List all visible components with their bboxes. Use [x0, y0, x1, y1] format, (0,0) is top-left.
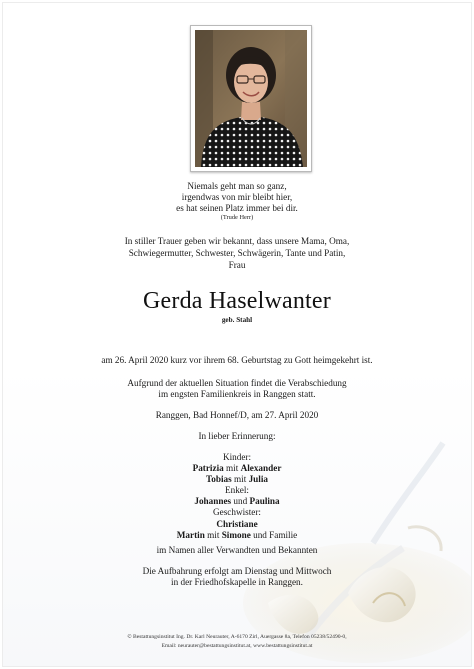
children-heading: Kinder:	[222, 452, 252, 462]
footer-line-1: © Bestattungsinstitut Ing. Dr. Karl Neurauter, A-6170 Zirl, Auergasse 8a, Telefon 05238/52490-0,	[127, 634, 347, 640]
poem-line-3: es hat seinen Platz immer bei dir.	[176, 203, 298, 213]
death-announcement: am 26. April 2020 kurz vor ihrem 68. Geburtstag zu Gott heimgekehrt ist.	[101, 355, 373, 365]
poem-line-1: Niemals geht man so ganz,	[187, 181, 287, 191]
sibling-name: Martin	[176, 530, 205, 540]
grandchildren-heading: Enkel:	[225, 485, 249, 495]
sibling-couple	[3, 531, 471, 540]
connector-word: mit	[234, 474, 247, 484]
announcement-line-2: Schwiegermutter, Schwester, Schwägerin, Tante und Patin,	[128, 248, 346, 258]
farewell-line-2: im engsten Familienkreis in Ranggen statt.	[158, 389, 316, 399]
poem-line-2: irgendwas von mir bleibt hier,	[181, 192, 293, 202]
grandchild-name: Johannes	[194, 496, 232, 506]
grandchildren-names	[3, 497, 471, 506]
all-relatives-line: im Namen aller Verwandten und Bekannten	[156, 545, 318, 555]
child-name: Patrizia	[192, 463, 224, 473]
birth-name: geb. Stahl	[221, 316, 253, 324]
partner-name: Simone	[221, 530, 251, 540]
family-suffix: und Familie	[253, 530, 298, 540]
deceased-name: Gerda Haselwanter	[143, 288, 331, 314]
portrait-frame	[190, 25, 312, 172]
siblings-heading: Geschwister:	[213, 507, 261, 517]
children-couple-1	[3, 464, 471, 473]
poem-author: (Trude Herr)	[220, 214, 254, 221]
grandchild-name: Paulina	[249, 496, 280, 506]
connector-word: und	[233, 496, 248, 506]
sibling-name: Christiane	[216, 519, 258, 529]
partner-name: Julia	[248, 474, 268, 484]
announcement-line-3: Frau	[228, 260, 246, 270]
obituary-page	[2, 2, 472, 667]
announcement-line-1: In stiller Trauer geben wir bekannt, dass unsere Mama, Oma,	[124, 236, 350, 246]
partner-name: Alexander	[240, 463, 282, 473]
child-name: Tobias	[206, 474, 232, 484]
farewell-line-1: Aufgrund der aktuellen Situation findet die Verabschiedung	[127, 378, 347, 388]
footer-line-2: Email: neurauter@bestattungsinstitut.at, www.bestattungsinstitut.at	[161, 643, 313, 649]
lying-in-state-line-2: in der Friedhofskapelle in Ranggen.	[171, 577, 303, 587]
connector-word: mit	[207, 530, 220, 540]
portrait-photo	[195, 30, 307, 167]
place-date: Ranggen, Bad Honnef/D, am 27. April 2020	[155, 410, 319, 420]
connector-word: mit	[226, 463, 239, 473]
children-couple-2	[3, 475, 471, 484]
lying-in-state-line-1: Die Aufbahrung erfolgt am Dienstag und Mittwoch	[142, 566, 332, 576]
remembrance-heading: In lieber Erinnerung:	[198, 431, 276, 441]
